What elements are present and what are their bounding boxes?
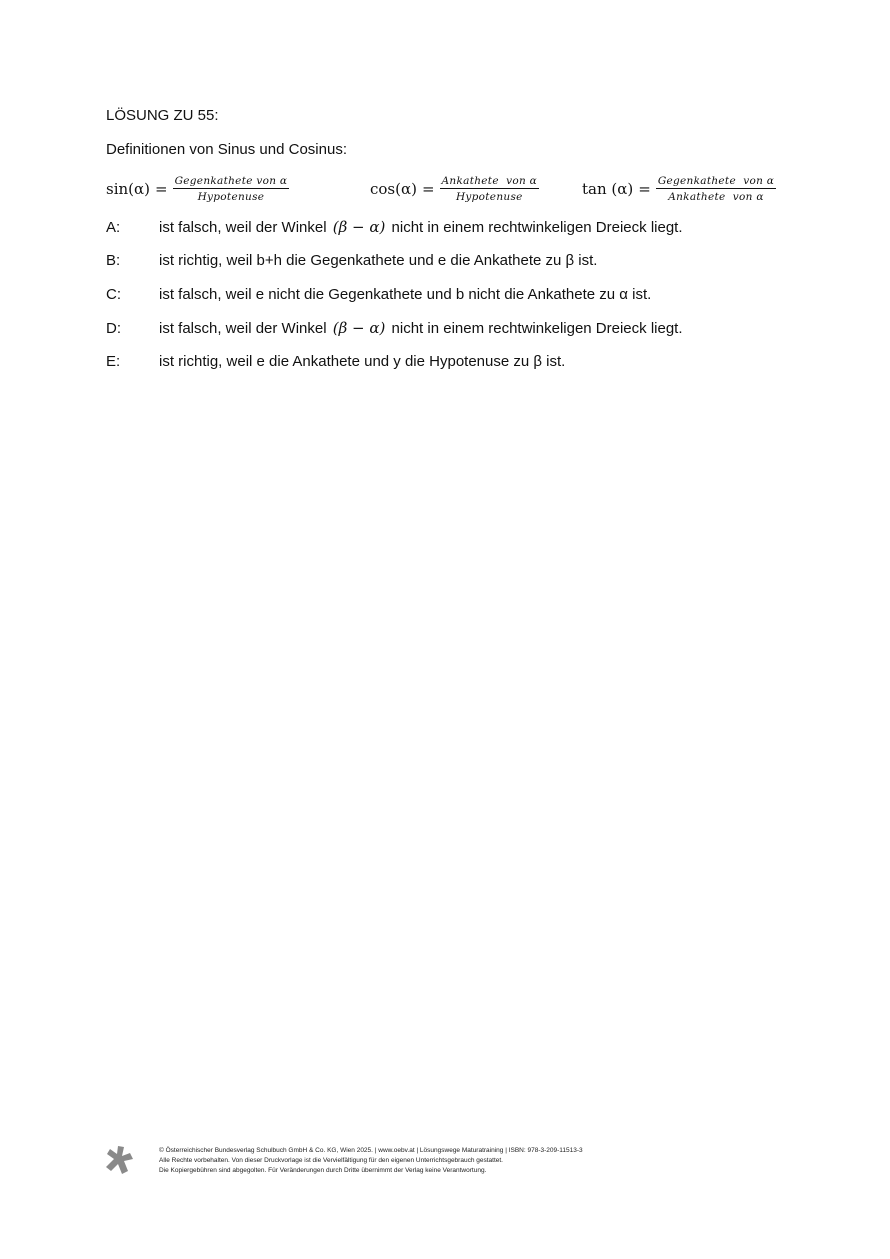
- angle-expression: (β − α): [332, 218, 386, 236]
- answer-text: ist richtig, weil e die Ankathete und y die Hypotenuse zu β ist.: [159, 353, 566, 370]
- copyright-line: © Österreichischer Bundesverlag Schulbuch GmbH & Co. KG, Wien 2025. | www.oebv.at | Lösungswege Maturatraining | ISBN: 978-3-209-11513-3: [159, 1147, 583, 1154]
- formula-row: [106, 172, 786, 206]
- answer-letter: C:: [106, 286, 121, 303]
- cosine-formula: [370, 172, 539, 206]
- equals-sign: =: [638, 180, 651, 198]
- rights-line: Alle Rechte vorbehalten. Von dieser Druckvorlage ist die Vervielfältigung für den eigenen Unterrichtsgebrauch gestattet.: [159, 1157, 503, 1164]
- angle-expression: (β − α): [332, 319, 386, 337]
- sine-formula: [106, 172, 289, 206]
- answer-letter: A:: [106, 219, 121, 236]
- page-title: LÖSUNG ZU 55:: [106, 107, 219, 124]
- tangent-function: tan (α): [582, 180, 634, 198]
- answer-d: [106, 319, 683, 337]
- equals-sign: =: [421, 180, 435, 198]
- equals-sign: =: [155, 180, 168, 198]
- tangent-fraction: [656, 176, 776, 203]
- sine-function: sin(α): [106, 180, 150, 198]
- sine-denominator: Hypotenuse: [197, 191, 265, 203]
- sine-fraction: [173, 176, 290, 203]
- answer-letter: E:: [106, 353, 121, 370]
- disclaimer-line: Die Kopiergebühren sind abgegolten. Für Veränderungen durch Dritte übernimmt der Verlag keine Verantwortung.: [159, 1167, 487, 1174]
- answer-text: ist falsch, weil der Winkel: [159, 320, 327, 337]
- cosine-denominator: Hypotenuse: [455, 191, 523, 203]
- sine-numerator: Gegenkathete von α: [174, 174, 288, 187]
- answer-e: [106, 353, 565, 370]
- answer-c: [106, 286, 651, 303]
- cosine-fraction: [440, 176, 540, 203]
- publisher-logo-icon: [104, 1144, 136, 1176]
- answer-text: ist richtig, weil b+h die Gegenkathete und e die Ankathete zu β ist.: [159, 252, 598, 269]
- footer: [159, 1146, 583, 1176]
- answer-text: ist falsch, weil e nicht die Gegenkathete und b nicht die Ankathete zu α ist.: [159, 286, 652, 303]
- answer-text: ist falsch, weil der Winkel: [159, 219, 327, 236]
- cosine-numerator: Ankathete von α: [441, 174, 538, 187]
- answer-letter: B:: [106, 252, 121, 269]
- cosine-function: cos(α): [370, 180, 417, 198]
- answer-text: nicht in einem rechtwinkeligen Dreieck liegt.: [391, 320, 683, 337]
- answer-letter: D:: [106, 320, 121, 337]
- answer-a: [106, 218, 683, 236]
- answer-text: nicht in einem rechtwinkeligen Dreieck liegt.: [391, 219, 683, 236]
- answer-b: [106, 252, 597, 269]
- tangent-denominator: Ankathete von α: [668, 191, 764, 203]
- section-heading: Definitionen von Sinus und Cosinus:: [106, 141, 347, 158]
- tangent-numerator: Gegenkathete von α: [657, 174, 775, 187]
- tangent-formula: [582, 172, 776, 206]
